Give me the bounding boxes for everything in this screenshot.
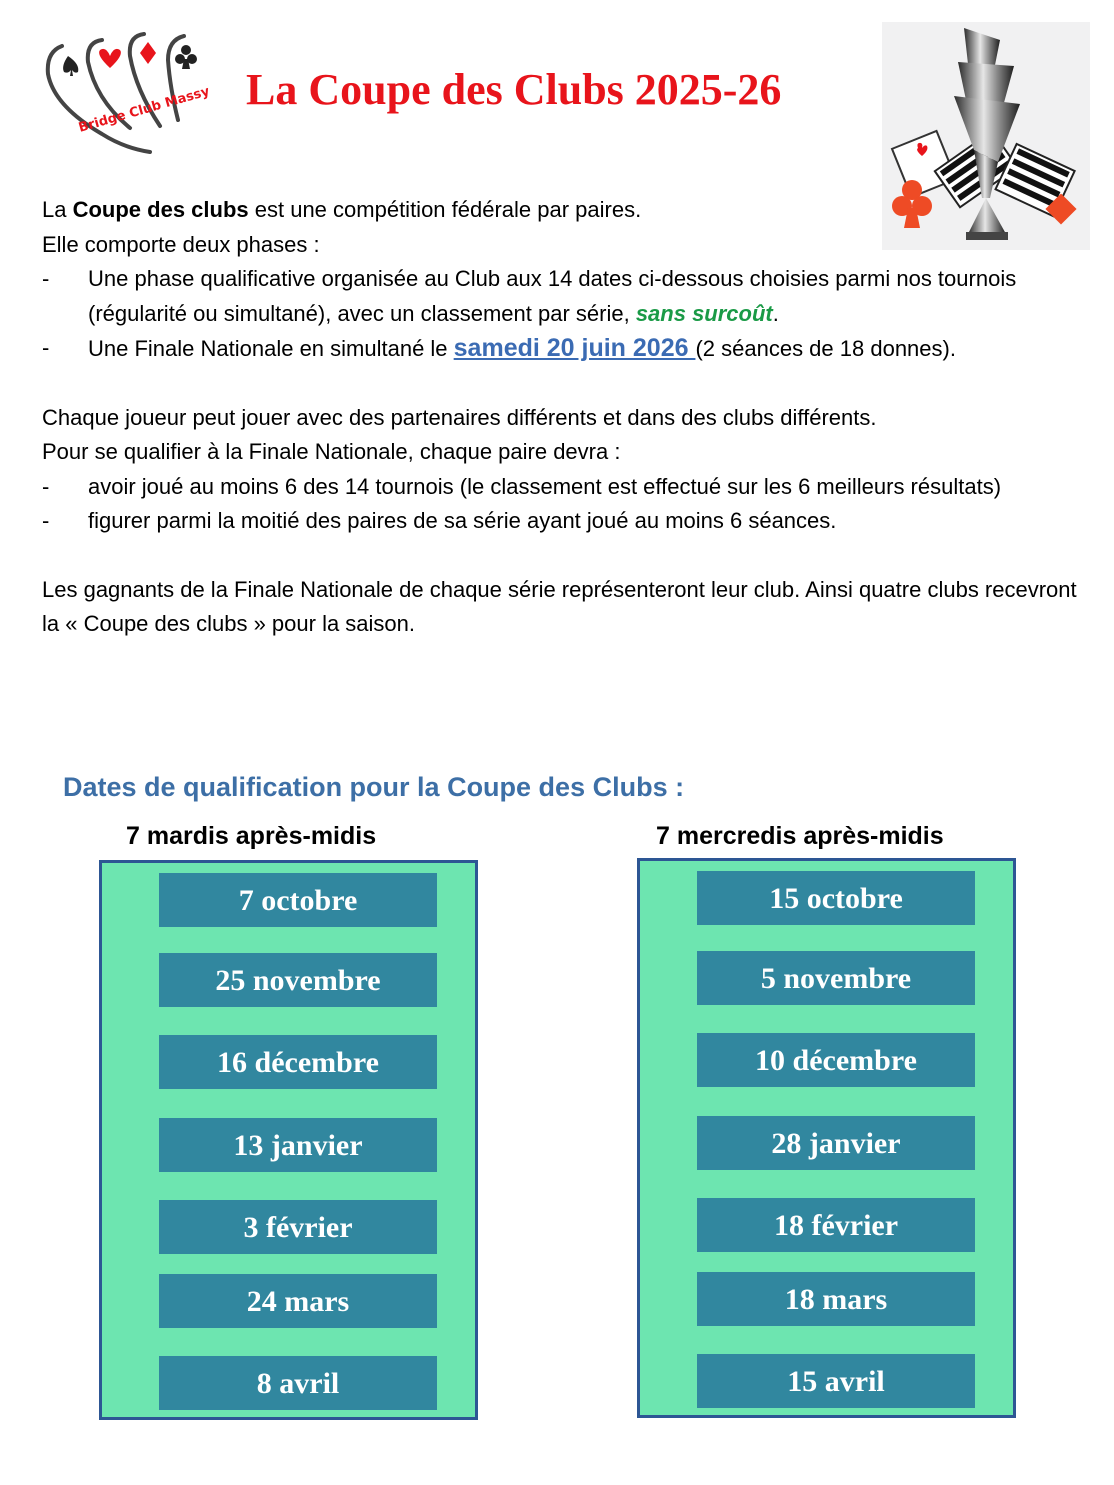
wednesday-date: 28 janvier (697, 1116, 975, 1170)
tuesday-date: 8 avril (159, 1356, 437, 1410)
rule-bullet-2: - figurer parmi la moitié des paires de sa série ayant joué au moins 6 séances. (42, 508, 837, 533)
phase-2-bullet: - Une Finale Nationale en simultané le samedi 20 juin 2026 (2 séances de 18 donnes). (42, 334, 956, 362)
wednesday-header: 7 mercredis après-midis (656, 822, 944, 850)
rules-line-1: Chaque joueur peut jouer avec des partenaires différents et dans des clubs différents. (42, 404, 877, 430)
page-title: La Coupe des Clubs 2025-26 (246, 65, 782, 114)
wednesday-date: 18 mars (697, 1272, 975, 1326)
wednesday-date: 15 octobre (697, 871, 975, 925)
qualification-dates-title: Dates de qualification pour la Coupe des Clubs : (63, 772, 685, 802)
wednesday-date: 10 décembre (697, 1033, 975, 1087)
wednesday-date: 18 février (697, 1198, 975, 1252)
wednesday-dates-box (637, 858, 1016, 1418)
winners-paragraph: Les gagnants de la Finale Nationale de chaque série représenteront leur club. Ainsi quatre clubs recevront la « Coupe des clubs » pour la saison. (42, 576, 1077, 636)
logo-text: Bridge Club Massy (76, 84, 210, 136)
intro-line-2: Elle comporte deux phases : (42, 231, 320, 257)
rule-bullet-1: - avoir joué au moins 6 des 14 tournois (le classement est effectué sur les 6 meilleurs résultats) (42, 473, 1002, 499)
tuesday-date: 13 janvier (159, 1118, 437, 1172)
tuesday-dates-box (99, 860, 478, 1420)
tuesday-date: 7 octobre (159, 873, 437, 927)
bridge-club-massy-logo (40, 28, 210, 160)
tuesday-date: 3 février (159, 1200, 437, 1254)
wednesday-date: 15 avril (697, 1354, 975, 1408)
rules-line-2: Pour se qualifier à la Finale Nationale, chaque paire devra : (42, 439, 621, 464)
final-date-link[interactable]: samedi 20 juin 2026 (453, 334, 696, 362)
coupe-des-clubs-bold: Coupe des clubs (72, 197, 249, 222)
tuesday-date: 25 novembre (159, 953, 437, 1007)
tuesday-date: 16 décembre (159, 1035, 437, 1089)
wednesday-date: 5 novembre (697, 951, 975, 1005)
no-extra-cost-text: sans surcoût (635, 300, 773, 326)
tuesday-date: 24 mars (159, 1274, 437, 1328)
phase-1-bullet: - Une phase qualificative organisée au Club aux 14 dates ci-dessous choisies parmi nos tournois (régularité ou simultané), avec un classement par série, sans surcoût. (42, 266, 1017, 326)
tuesday-header: 7 mardis après-midis (126, 822, 377, 850)
body-text (42, 193, 1092, 642)
intro-line-1: La Coupe des clubs est une compétition fédérale par paires. (42, 197, 642, 222)
